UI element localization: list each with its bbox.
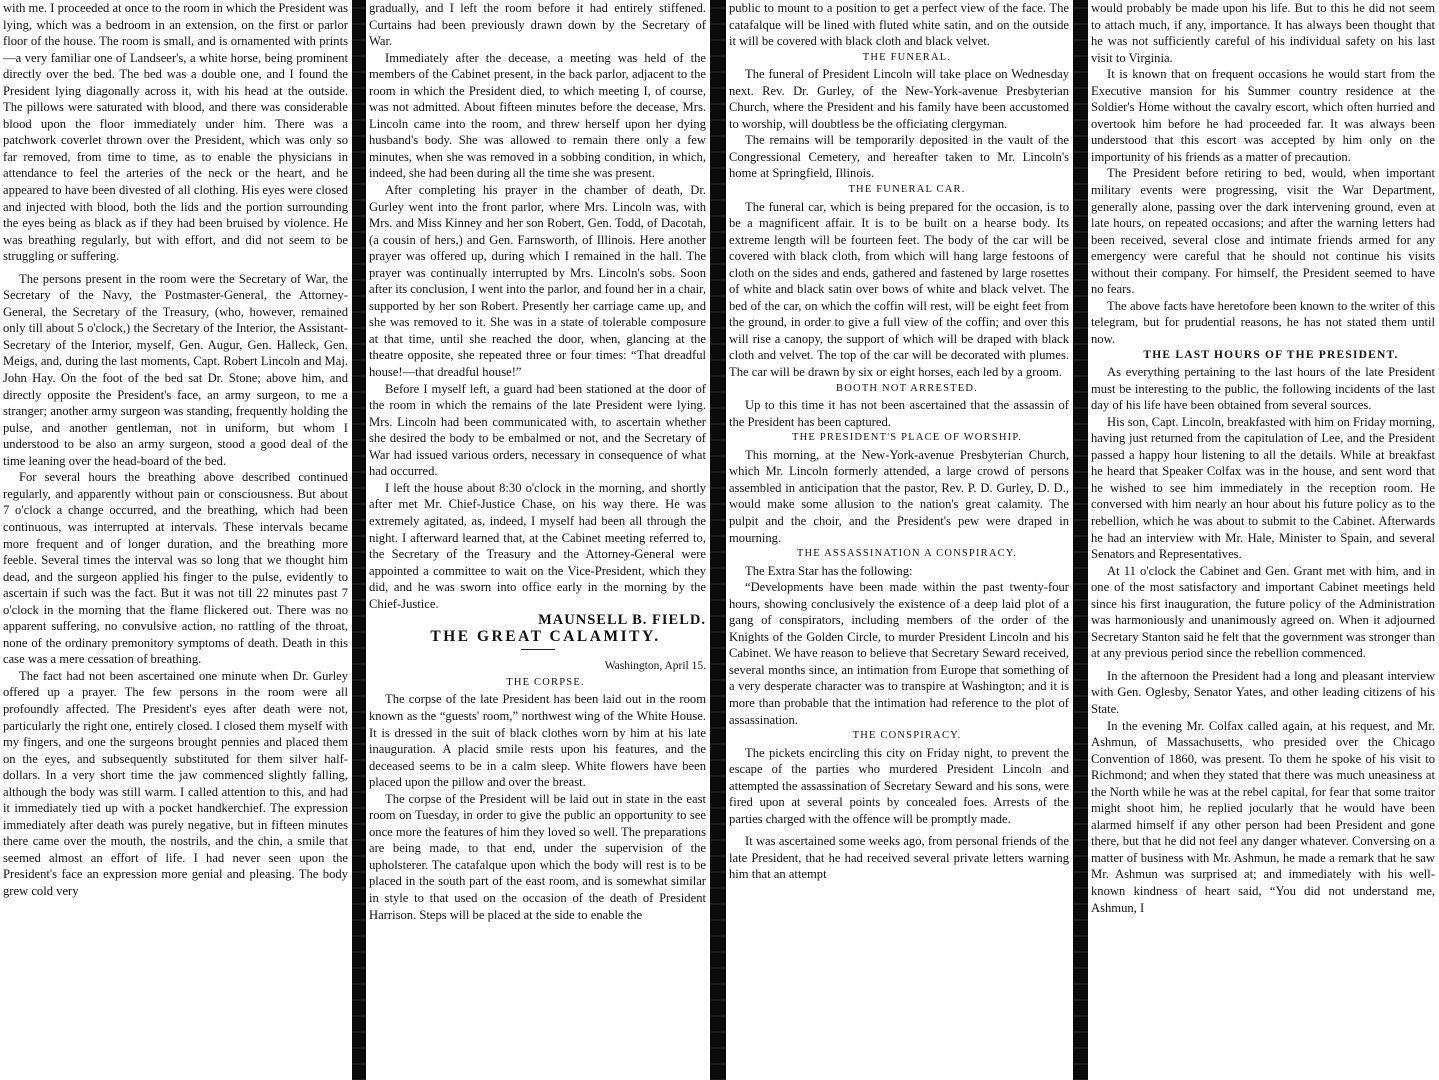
paragraph: In the evening Mr. Colfax called again, at his request, and Mr. Ashmun, of Massachusetts, who presided over the Chicago Convention of 1860, was present. To them he spoke of his visit to Richmond; and when they stated that there was much uneasiness at the North while he was at the rebel capital, for fear that some traitor might shoot him, he replied jocularly that he would have been alarmed himself if any other person had been President and gone there, but that he did not feel any danger whatever. Conversing on a matter of business with Mr. Ashmun, he made a remark that he saw Mr. Ashmun was surprised at; and immediately with his well-known kindness of heart said, “You did not understand me, Ashmun, I bbox=[1091, 718, 1435, 915]
column-4 bbox=[1088, 0, 1439, 1080]
section-heading: BOOTH NOT ARRESTED. bbox=[836, 382, 978, 394]
paragraph: It was ascertained some weeks ago, from personal friends of the late President, that he had received several private letters warning him that an attempt bbox=[729, 834, 1069, 882]
column-1 bbox=[0, 0, 352, 1080]
paragraph: I left the house about 8:30 o'clock in the morning, and shortly after met Mr. Chief-Justice Chase, on his way there. He was extremely agitated, as, indeed, I myself had been all through the night. I afterward learned that, at the Cabinet meeting referred to, the Secretary of the Treasury and the Attorney-General were appointed a committee to wait on the Vice-President, which they did, and he was sworn into office early in the morning by the Chief-Justice. bbox=[369, 480, 706, 611]
divider-rule bbox=[521, 649, 555, 650]
paragraph: “Developments have been made within the past twenty-four hours, showing conclusively the existence of a deep laid plot of a gang of conspirators, including members of the order of the Knights of the Golden Circle, to murder President Lincoln and his Cabinet. We have reason to believe that Secretary Seward received, several months since, an intimation from Europe that something of a very desperate character was to transpire at Washington; and it is more than probable that the intimation had reference to the plot of assassination. bbox=[729, 580, 1069, 727]
paragraph: Up to this time it has not been ascertained that the assassin of the President has been captured. bbox=[729, 398, 1069, 429]
paragraph: public to mount to a position to get a perfect view of the face. The catafalque will be lined with fluted white satin, and on the outside it will be covered with black cloth and black velvet. bbox=[729, 1, 1069, 49]
paragraph: At 11 o'clock the Cabinet and Gen. Grant met with him, and in one of the most satisfactory and important Cabinet meetings held since his first inauguration, the future policy of the Administration was harmoniously and unanimously agreed on. When it adjourned Secretary Stanton said he felt that the government was stronger than at any previous period since the rebellion commenced. bbox=[1091, 563, 1435, 661]
section-heading: THE FUNERAL. bbox=[862, 51, 952, 63]
paragraph: The corpse of the President will be laid out in state in the east room on Tuesday, in order to give the public an opportunity to see once more the features of him they loved so well. The preparations are being made, to that end, under the supervision of the upholsterer. The catafalque upon which the body will rest is to be placed in the south part of the east room, and is somewhat similar in style to that used on the occasion of the death of President Harrison. Steps will be placed at the side to enable the bbox=[369, 791, 706, 922]
section-heading: THE ASSASSINATION A CONSPIRACY. bbox=[796, 548, 1018, 560]
paragraph: The funeral car, which is being prepared for the occasion, is to be a magnificent affair. It is to be built on a hearse body. Its extreme length will be fourteen feet. The body of the car will be covered with black cloth, from which will hang large festoons of cloth on the sides and ends, gathered and fastened by large rosettes of white and black satin over bows of white and black velvet. The bed of the car, on which the coffin will rest, will be eight feet from the ground, in order to give a full view of the coffin; and over this will rise a canopy, the support of which will be draped with black cloth and velvet. The top of the car will be decorated with plumes. The car will be drawn by six or eight horses, each led by a groom. bbox=[729, 199, 1069, 380]
paragraph: The funeral of President Lincoln will take place on Wednesday next. Rev. Dr. Gurley, of the New-York-avenue Presbyterian Church, where the President and his family have been accustomed to worship, will doubtless be the officiating clergyman. bbox=[729, 67, 1069, 131]
column-divider-3 bbox=[1073, 0, 1088, 1080]
paragraph: It is known that on frequent occasions he would start from the Executive mansion for his Summer country residence at the Soldier's Home without the cavalry escort, which often hurried and overtook him before he had proceeded far. It was always been understood that this escort was accepted by him only on the importunity of his friends as a matter of precaution. bbox=[1091, 67, 1435, 164]
column-divider-1 bbox=[352, 0, 366, 1080]
paragraph: This morning, at the New-York-avenue Presbyterian Church, which Mr. Lincoln formerly attended, a large crowd of persons assembled in anticipation that the pastor, Rev. P. D. Gurley, D. D., would make some allusion to the nation's great calamity. The pulpit and the choir, and the President's pew were draped in mourning. bbox=[729, 447, 1069, 545]
column-2 bbox=[366, 0, 710, 1080]
paragraph: The fact had not been ascertained one minute when Dr. Gurley offered up a prayer. The few persons in the room were all profoundly affected. The President's eyes after death were not, particularly the right one, entirely closed. I closed them myself with my fingers, and one the surgeons brought pennies and placed them on the eyes, and subsequently substituted for them silver half-dollars. In a very short time the jaw commenced slightly falling, although the body was still warm. I called attention to this, and had it immediately tied up with a pocket handkerchief. The expression immediately after death was purely negative, but in fifteen minutes there came over the mouth, the nostrils, and the chin, a smile that seemed almost an effort of life. I had never seen upon the President's face an expression more genial and pleasing. The body grew cold very bbox=[3, 668, 348, 898]
paragraph: Before I myself left, a guard had been stationed at the door of the room in which the remains of the late President were lying. Mrs. Lincoln had been communicated with, to ascertain whether she desired the body to be embalmed or not, and the Secretary of War had issued various orders, necessary in consequence of what had occurred. bbox=[369, 381, 706, 479]
paragraph: The Extra Star has the following: bbox=[745, 563, 913, 578]
paragraph: The persons present in the room were the Secretary of War, the Secretary of the Navy, the Postmaster-General, the Attorney-General, the Secretary of the Treasury, (who, however, remained only till about 5 o'clock,) the Secretary of the Interior, the Assistant-Secretary of the Interior, myself, Gen. Augur, Gen. Halleck, Gen. Meigs, and, during the last moments, Capt. Robert Lincoln and Maj. John Hay. On the foot of the bed sat Dr. Stone; above him, and directly opposite the President's face, an army surgeon, to me a stranger; another army surgeon was standing, frequently holding the pulse, and another gentleman, not in uniform, but whom I understood to be also an army surgeon, stood a good deal of the time leaning over the head-board of the bed. bbox=[3, 271, 348, 468]
paragraph: would probably be made upon his life. But to this he did not seem to attach much, if any, importance. It has always been thought that he was not sufficiently careful of his individual safety on his last visit to Virginia. bbox=[1091, 1, 1435, 65]
paragraph: After completing his prayer in the chamber of death, Dr. Gurley went into the front parlor, where Mrs. Lincoln was, with Mrs. and Miss Kinney and her son Robert, Gen. Todd, of Dacotah, (a cousin of hers,) and Gen. Farnsworth, of Illinois. Here another prayer was offered up, during which I remained in the hall. The prayer was continually interrupted by Mrs. Lincoln's sobs. Soon after its conclusion, I went into the parlor, and found her in a chair, supported by her son Robert. Presently her carriage came up, and she was removed to it. She was in a state of tolerable composure at that time, until she reached the door, when, glancing at the theatre opposite, she repeated three or four times: “That dreadful house!—that dreadful house!” bbox=[369, 183, 706, 380]
paragraph: His son, Capt. Lincoln, breakfasted with him on Friday morning, having just returned from the capitulation of Lee, and the President passed a happy hour listening to all the details. While at breakfast he heard that Speaker Colfax was in the house, and sent word that he wished to see him immediately in the reception room. He conversed with him nearly an hour about his future policy as to the rebellion, which he was about to submit to the Cabinet. Afterwards he had an interview with Mr. Hale, Minister to Spain, and several Senators and Representatives. bbox=[1091, 414, 1435, 562]
section-heading: THE CONSPIRACY. bbox=[852, 730, 962, 742]
section-heading: THE PRESIDENT'S PLACE OF WORSHIP. bbox=[791, 432, 1023, 444]
paragraph: In the afternoon the President had a long and pleasant interview with Gen. Oglesby, Senator Yates, and other leading citizens of his State. bbox=[1091, 668, 1435, 716]
paragraph: with me. I proceeded at once to the room in which the President was lying, which was a bedroom in an extension, on the first or parlor floor of the house. The room is small, and is ornamented with prints—a very familiar one of Landseer's, a white horse, being prominent directly over the bed. The bed was a double one, and I found the President lying diagonally across it, with his head at the outside. The pillows were saturated with blood, and there was considerable blood upon the floor immediately under him. There was a patchwork coverlet thrown over the President, which was only so far removed, from time to time, as to enable the physicians in attendance to feel the arteries of the neck or the heart, and he appeared to have been divested of all clothing. His eyes were closed and injected with blood, both the lids and the portion surrounding the eyes being as black as if they had been bruised by violence. He was breathing regularly, but with effort, and did not seem to be struggling or suffering. bbox=[3, 1, 348, 264]
headline: THE GREAT CALAMITY. bbox=[430, 627, 661, 645]
paragraph: The corpse of the late President has been laid out in the room known as the “guests' room,” northwest wing of the White House. It is dressed in the suit of black clothes worn by him at his late inauguration. A placid smile rests upon his features, and the deceased seems to be in a calm sleep. White flowers have been placed upon the pillow and over the breast. bbox=[369, 692, 706, 790]
column-3 bbox=[726, 0, 1073, 1080]
paragraph: gradually, and I left the room before it had entirely stiffened. Curtains had been previously drawn down by the Secretary of War. bbox=[369, 1, 706, 49]
column-divider-2 bbox=[710, 0, 726, 1080]
paragraph: The remains will be temporarily deposited in the vault of the Congressional Cemetery, and hereafter taken to Mr. Lincoln's home at Springfield, Illinois. bbox=[729, 133, 1069, 181]
paragraph: As everything pertaining to the last hours of the late President must be interesting to the public, the following incidents of the last day of his life have been obtained from several sources. bbox=[1091, 365, 1435, 413]
paragraph: The pickets encircling this city on Friday night, to prevent the escape of the parties who murdered President Lincoln and attempted the assassination of Secretary Seward and his sons, were fired upon at several points by concealed foes. Arrests of the parties charged with the offence will be promptly made. bbox=[729, 745, 1069, 826]
section-heading: THE LAST HOURS OF THE PRESIDENT. bbox=[1143, 349, 1399, 362]
signature: MAUNSELL B. FIELD. bbox=[538, 612, 706, 629]
dateline: Washington, April 15. bbox=[604, 660, 706, 673]
paragraph: The above facts have heretofore been known to the writer of this telegram, but for prudential reasons, he has not stated them until now. bbox=[1091, 298, 1435, 346]
section-heading: THE CORPSE. bbox=[506, 676, 585, 688]
paragraph: The President before retiring to bed, would, when important military events were progressing, visit the War Department, generally alone, passing over the dark intervening ground, even at late hours, on repeated occasions; and after the warning letters had been received, several close and intimate friends armed for any emergency were careful that he should not continue his visits without their company. For himself, the President seemed to have no fears. bbox=[1091, 166, 1435, 297]
paragraph: For several hours the breathing above described continued regularly, and apparently without pain or consciousness. But about 7 o'clock a change occurred, and the breathing, which had been continuous, was interrupted at intervals. These intervals became more frequent and of longer duration, and the breathing more feeble. Several times the interval was so long that we thought him dead, and the surgeon applied his finger to the pulse, evidently to ascertain if such was the fact. But it was not till 22 minutes past 7 o'clock in the morning that the flame flickered out. There was no apparent suffering, no convulsive action, no rattling of the throat, none of the ordinary premonitory symptoms of death. Death in this case was a mere cessation of breathing. bbox=[3, 470, 348, 667]
section-heading: THE FUNERAL CAR. bbox=[848, 184, 966, 196]
paragraph: Immediately after the decease, a meeting was held of the members of the Cabinet present, in the back parlor, adjacent to the room in which the President died, to which meeting I, of course, was not admitted. About fifteen minutes before the decease, Mrs. Lincoln came into the room, and threw herself upon her dying husband's body. She was allowed to remain there only a few minutes, when she was removed in a sobbing condition, in which, indeed, she had been during all the time she was present. bbox=[369, 50, 706, 181]
